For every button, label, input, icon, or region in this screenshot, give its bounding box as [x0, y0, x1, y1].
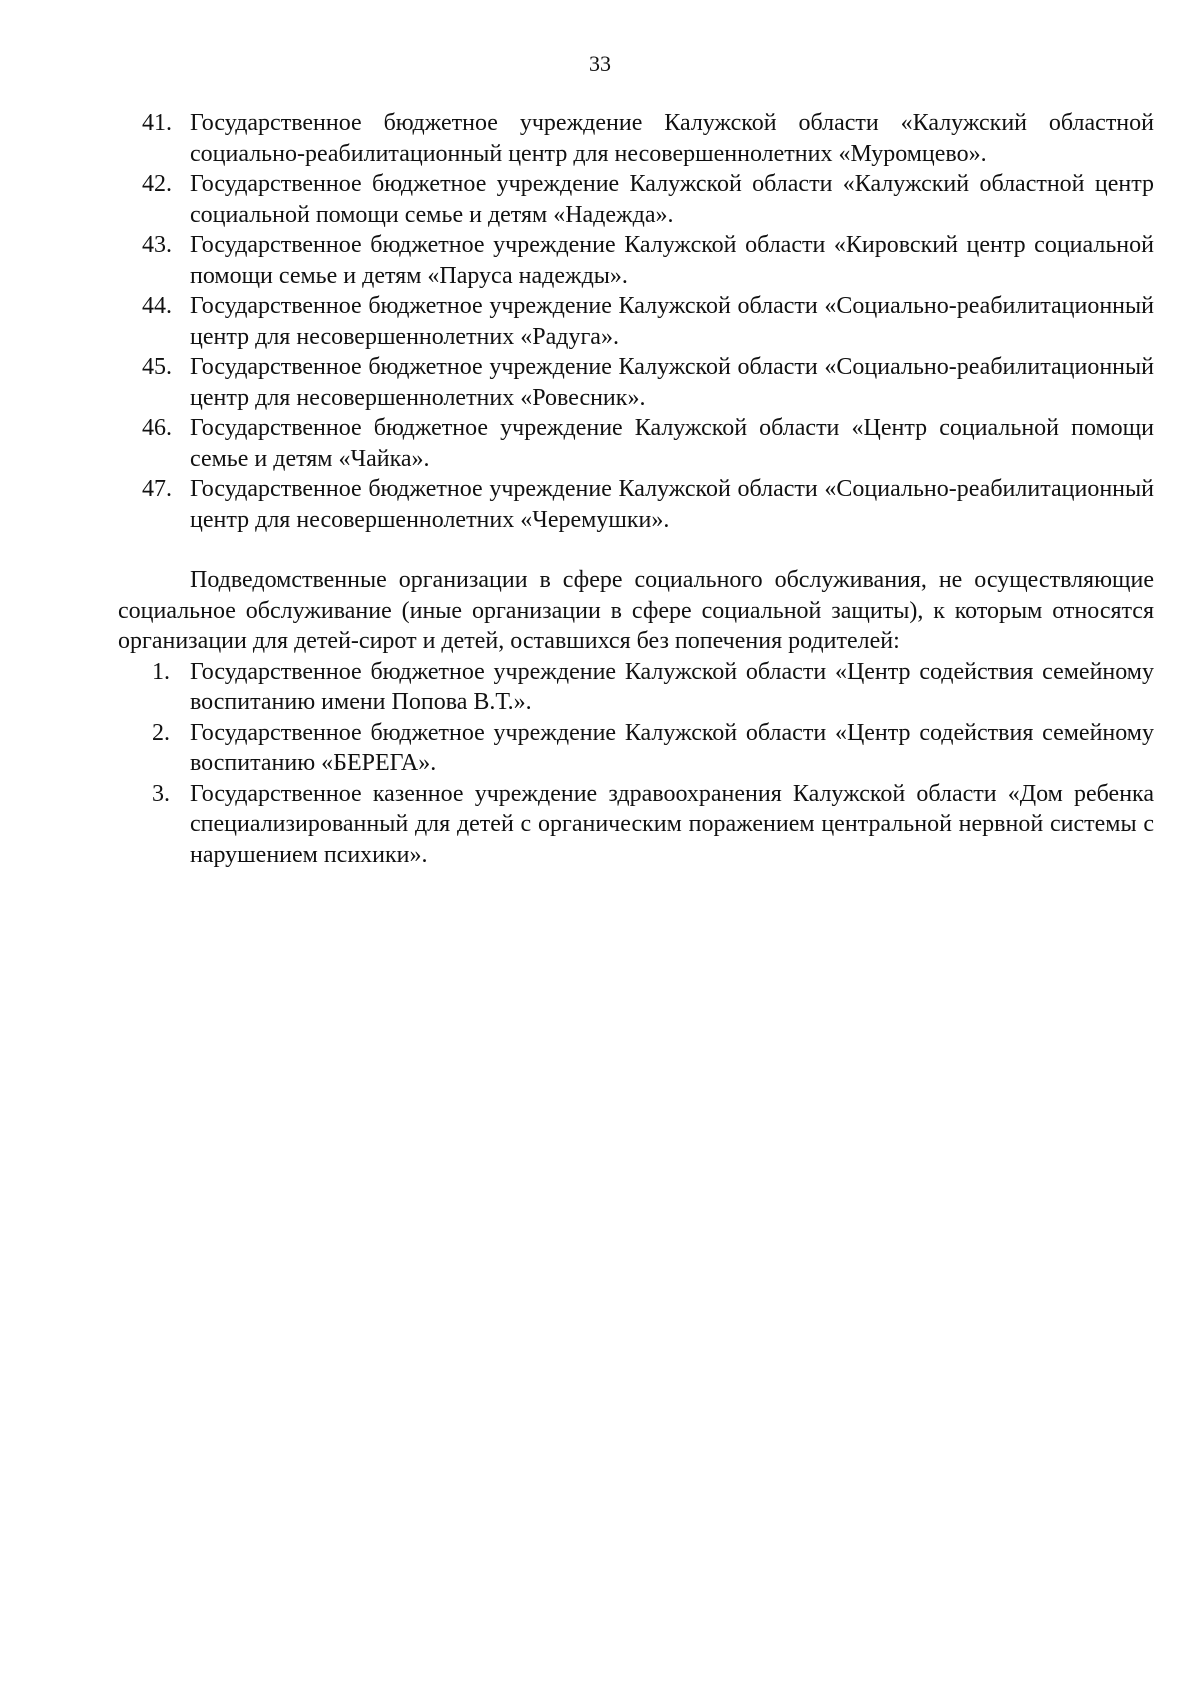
list-item: [118, 352, 1154, 413]
section-intro-paragraph: Подведомственные организации в сфере социального обслуживания, не осуществляющие социальное обслуживание (иные организации в сфере социальной защиты), к которым относятся организации для детей-сирот и детей, оставшихся без попечения родителей:: [118, 567, 1154, 654]
list-item-text: Государственное бюджетное учреждение Калужской области «Центр содействия семейному воспитанию «БЕРЕГА».: [190, 719, 1154, 776]
list-item-text: Государственное бюджетное учреждение Калужской области «Центр социальной помощи семье и детям «Чайка».: [190, 415, 1154, 472]
list-item-number: 46.: [142, 415, 172, 441]
list-item-number: 2.: [152, 719, 170, 746]
list-item: [118, 230, 1154, 291]
list-item-text: Государственное бюджетное учреждение Калужской области «Социально-реабилитационный центр для несовершеннолетних «Радуга».: [190, 293, 1154, 350]
page-number: 33: [589, 51, 611, 76]
list-item-number: 1.: [152, 658, 170, 685]
list-item-text: Государственное бюджетное учреждение Калужской области «Центр содействия семейному воспитанию имени Попова В.Т.».: [190, 658, 1154, 715]
list-item-number: 45.: [142, 354, 172, 380]
list-item-number: 47.: [142, 476, 172, 502]
list-item: [118, 413, 1154, 474]
document-body: [118, 108, 1154, 870]
list-item-text: Государственное бюджетное учреждение Калужской области «Калужский областной центр социальной помощи семье и детям «Надежда».: [190, 171, 1154, 228]
list-item: [118, 718, 1154, 779]
list-item-text: Государственное бюджетное учреждение Калужской области «Социально-реабилитационный центр для несовершеннолетних «Черемушки».: [190, 476, 1154, 533]
list-item-text: Государственное бюджетное учреждение Калужской области «Калужский областной социально-реабилитационный центр для несовершеннолетних «Муромцево».: [190, 110, 1154, 167]
list-item-number: 43.: [142, 232, 172, 258]
list-item: [118, 291, 1154, 352]
list-item-text: Государственное бюджетное учреждение Калужской области «Кировский центр социальной помощи семье и детям «Паруса надежды».: [190, 232, 1154, 289]
list-item-text: Государственное казенное учреждение здравоохранения Калужской области «Дом ребенка специализированный для детей с органическим поражением центральной нервной системы с нарушением психики».: [190, 780, 1154, 868]
list-item: [118, 474, 1154, 535]
list-item: [118, 108, 1154, 169]
list-item-number: 44.: [142, 293, 172, 319]
institution-list-social-service: [118, 108, 1154, 535]
list-item-text: Государственное бюджетное учреждение Калужской области «Социально-реабилитационный центр для несовершеннолетних «Ровесник».: [190, 354, 1154, 411]
institution-list-orphan-care: [118, 657, 1154, 871]
list-item-number: 3.: [152, 780, 170, 807]
list-item-number: 41.: [142, 110, 172, 136]
list-item-number: 42.: [142, 171, 172, 197]
list-item: [118, 779, 1154, 871]
list-item: [118, 657, 1154, 718]
list-item: [118, 169, 1154, 230]
